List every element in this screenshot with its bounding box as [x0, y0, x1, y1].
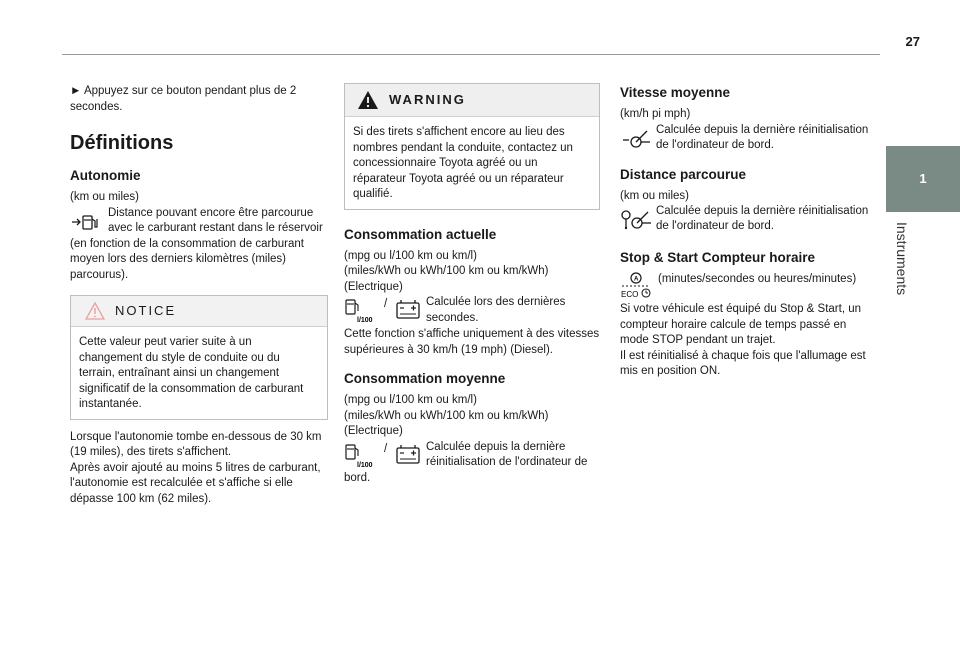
battery-average-icon — [394, 442, 422, 468]
average-speed-icon — [620, 126, 652, 152]
low-range-para: Lorsque l'autonomie tombe en-dessous de 30 km (19 miles), des tirets s'affichent. — [70, 430, 322, 458]
current-consumption-heading: Consommation actuelle — [344, 226, 497, 242]
svg-text:A: A — [634, 276, 639, 283]
speed-desc-1: Calculée depuis la dernière réinitialisation — [656, 123, 869, 136]
average-units-2: (miles/kWh ou kWh/100 km ou km/kWh) — [344, 409, 549, 422]
battery-consumption-icon — [394, 297, 422, 323]
distance-row — [620, 204, 876, 235]
distance-unit: (km ou miles) — [620, 189, 690, 202]
average-speed-heading: Vitesse moyenne — [620, 85, 731, 100]
autonomie-desc-1: Distance pouvant encore être parcourue — [108, 206, 314, 219]
column-right — [620, 84, 876, 380]
definitions-heading: Définitions — [70, 132, 174, 154]
chapter-label-text: Instruments — [894, 222, 910, 296]
notice-body: Cette valeur peut varier suite à un changement du style de conduite ou du terrain, entraînant ainsi un changement significatif de la consommation de carburant instantanée. — [79, 336, 304, 410]
average-slash: / — [384, 442, 388, 455]
speed-desc-2: de l'ordinateur de bord. — [656, 138, 774, 151]
warning-header — [345, 84, 599, 117]
notice-title: NOTICE — [115, 303, 177, 318]
distance-desc-1: Calculée depuis la dernière réinitialisation — [656, 205, 869, 217]
eco-label: ECO — [621, 290, 639, 299]
autonomie-desc-2: avec le carburant restant dans le réservoir — [108, 221, 323, 234]
current-units-2: (miles/kWh ou kWh/100 km ou km/kWh) — [344, 265, 549, 277]
average-units-1: (mpg ou l/100 km ou km/l) — [344, 394, 477, 406]
distance-heading: Distance parcourue — [620, 166, 747, 182]
autonomie-heading: Autonomie — [70, 168, 141, 183]
fuel-consumption-icon — [344, 297, 376, 325]
stop-start-para-1: Si votre véhicule est équipé du Stop & Start, un compteur horaire calcule de temps passé en mode STOP pendant un trajet. — [620, 303, 862, 346]
column-middle — [344, 83, 600, 486]
svg-text:l/100: l/100 — [357, 317, 373, 324]
chapter-label — [884, 220, 924, 310]
chapter-tab[interactable]: 1 — [886, 146, 960, 212]
stop-start-para-2: Il est réinitialisé à chaque fois que l'allumage est mis en position ON. — [620, 349, 866, 377]
speed-row — [620, 123, 876, 154]
stop-start-heading: Stop & Start Compteur horaire — [620, 250, 816, 265]
current-para: Cette fonction s'affiche uniquement à des vitesses supérieures à 30 km/h (19 mph) (Diesel). — [344, 328, 600, 356]
average-desc-3: bord. — [344, 471, 371, 484]
fuel-average-icon — [344, 442, 376, 470]
column-left — [70, 84, 328, 507]
average-consumption-heading: Consommation moyenne — [344, 371, 506, 386]
current-units-1: (mpg ou l/100 km ou km/l) — [344, 249, 477, 262]
autonomie-row — [70, 206, 328, 237]
distance-desc-2: de l'ordinateur de bord. — [656, 220, 774, 232]
current-icon-row — [344, 295, 600, 327]
caution-triangle-icon — [85, 302, 105, 320]
current-units-3: (Electrique) — [344, 280, 403, 293]
warning-body: Si des tirets s'affichent encore au lieu des nombres pendant la conduite, contactez un concessionnaire Toyota agréé ou un réparateur Toyota agréé ou un réparateur qualifié. — [353, 126, 573, 200]
svg-text:l/100: l/100 — [357, 461, 373, 469]
average-icon-row — [344, 440, 600, 471]
average-desc-2: réinitialisation de l'ordinateur de — [426, 455, 588, 468]
fuel-range-icon — [70, 210, 100, 234]
page-number: 27 — [905, 34, 920, 49]
notice-box — [70, 295, 328, 420]
warning-box — [344, 83, 600, 210]
average-speed-unit: (km/h pi mph) — [620, 108, 691, 120]
distance-icon — [620, 207, 652, 233]
average-units-3: (Electrique) — [344, 425, 403, 437]
autonomie-unit: (km ou miles) — [70, 191, 140, 203]
stop-start-timer-icon — [620, 271, 652, 301]
current-slash: / — [384, 298, 388, 310]
warning-triangle-icon — [357, 90, 379, 110]
warning-title: WARNING — [389, 92, 466, 107]
average-desc-1: Calculée depuis la dernière — [426, 440, 566, 453]
current-desc: Calculée lors des dernières secondes. — [426, 296, 566, 324]
autonomie-desc-3: (en fonction de la consommation de carburant moyen lors des derniers kilomètres (miles) parcourus). — [70, 237, 304, 281]
notice-header — [71, 296, 327, 327]
press-instruction: ► Appuyez sur ce bouton pendant plus de 2 secondes. — [70, 85, 297, 113]
header-rule — [62, 54, 880, 55]
refuel-para: Après avoir ajouté au moins 5 litres de carburant, l'autonomie est recalculée et s'affiche si elle dépasse 100 km (62 miles). — [70, 461, 321, 505]
stop-start-unit: (minutes/secondes ou heures/minutes) — [658, 273, 857, 285]
stop-start-row — [620, 272, 876, 302]
